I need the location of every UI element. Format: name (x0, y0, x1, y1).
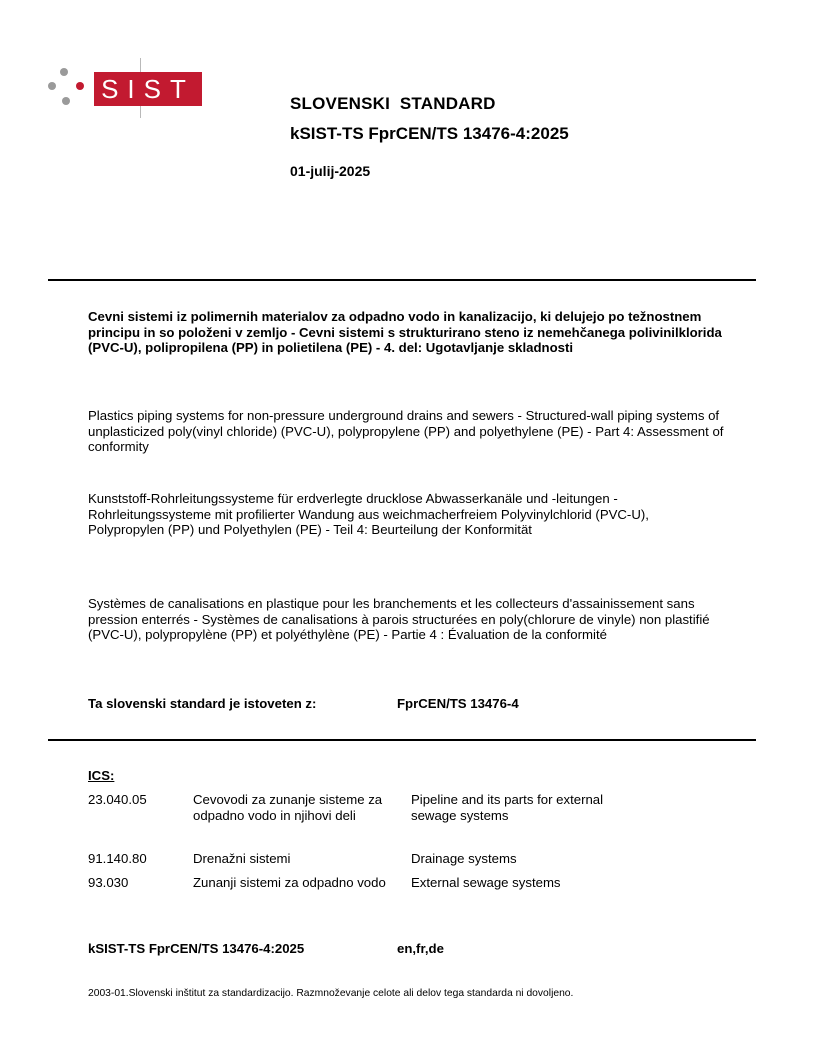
standard-code: kSIST-TS FprCEN/TS 13476-4:2025 (290, 124, 569, 143)
equivalence-label: Ta slovenski standard je istoveten z: (88, 696, 317, 711)
ics-description-en: Drainage systems (411, 851, 517, 866)
equivalence-value: FprCEN/TS 13476-4 (397, 696, 519, 711)
ics-row (88, 851, 728, 867)
top-divider (48, 279, 756, 281)
copyright-notice: 2003-01.Slovenski inštitut za standardizacijo. Razmnoževanje celote ali delov tega standarda ni dovoljeno. (88, 988, 574, 999)
ics-description-sl: Zunanji sistemi za odpadno vodo (193, 875, 386, 890)
ics-row (88, 875, 728, 891)
title-english: Plastics piping systems for non-pressure underground drains and sewers - Structured-wall piping systems of unplasticized poly(vinyl chloride) (PVC-U), polypropylene (PP) and polyethylene (PE) - Part 4: Assessment of conformity (88, 408, 724, 454)
title-german: Kunststoff-Rohrleitungssysteme für erdverlegte drucklose Abwasserkanäle und -leitungen - Rohrleitungssysteme mit profilierter Wandung aus weichmacherfreiem Polyvinylchlorid (PVC-U), Polypropylen (PP) und Polyethylen (PE) - Teil 4: Beurteilung der Konformität (88, 491, 649, 537)
footer-languages: en,fr,de (397, 941, 444, 956)
ics-description-sl: Drenažni sistemi (193, 851, 291, 866)
title-french: Systèmes de canalisations en plastique pour les branchements et les collecteurs d'assainissement sans pression enterrés - Systèmes de canalisations à parois structurées en poly(chlorure de vinyle) non plastifié (PVC-U), polypropylène (PP) et polyéthylène (PE) - Partie 4 : Évaluation de la conformité (88, 596, 710, 642)
document-type: SLOVENSKI STANDARD (290, 94, 496, 113)
ics-code: 93.030 (88, 875, 129, 890)
ics-code: 23.040.05 (88, 792, 147, 807)
ics-heading: ICS: (88, 768, 115, 783)
ics-description-en: Pipeline and its parts for external sewage systems (411, 792, 604, 823)
ics-code: 91.140.80 (88, 851, 147, 866)
logo-dots-icon (48, 68, 88, 110)
ics-description-sl: Cevovodi za zunanje sisteme za odpadno vodo in njihovi deli (193, 792, 383, 823)
publication-date: 01-julij-2025 (290, 163, 371, 179)
title-slovenian: Cevni sistemi iz polimernih materialov za odpadno vodo in kanalizacijo, ki delujejo po težnostnem principu in so položeni v zemljo - Cevni sistemi s strukturirano steno iz nemehčanega polivinilklorida (PVC-U), polipropilena (PP) in polietilena (PE) - 4. del: Ugotavljanje skladnosti (88, 309, 722, 355)
sist-logo: SIST (94, 72, 202, 106)
middle-divider (48, 739, 756, 741)
ics-description-en: External sewage systems (411, 875, 561, 890)
footer-standard-code: kSIST-TS FprCEN/TS 13476-4:2025 (88, 941, 305, 956)
ics-row (88, 792, 728, 823)
